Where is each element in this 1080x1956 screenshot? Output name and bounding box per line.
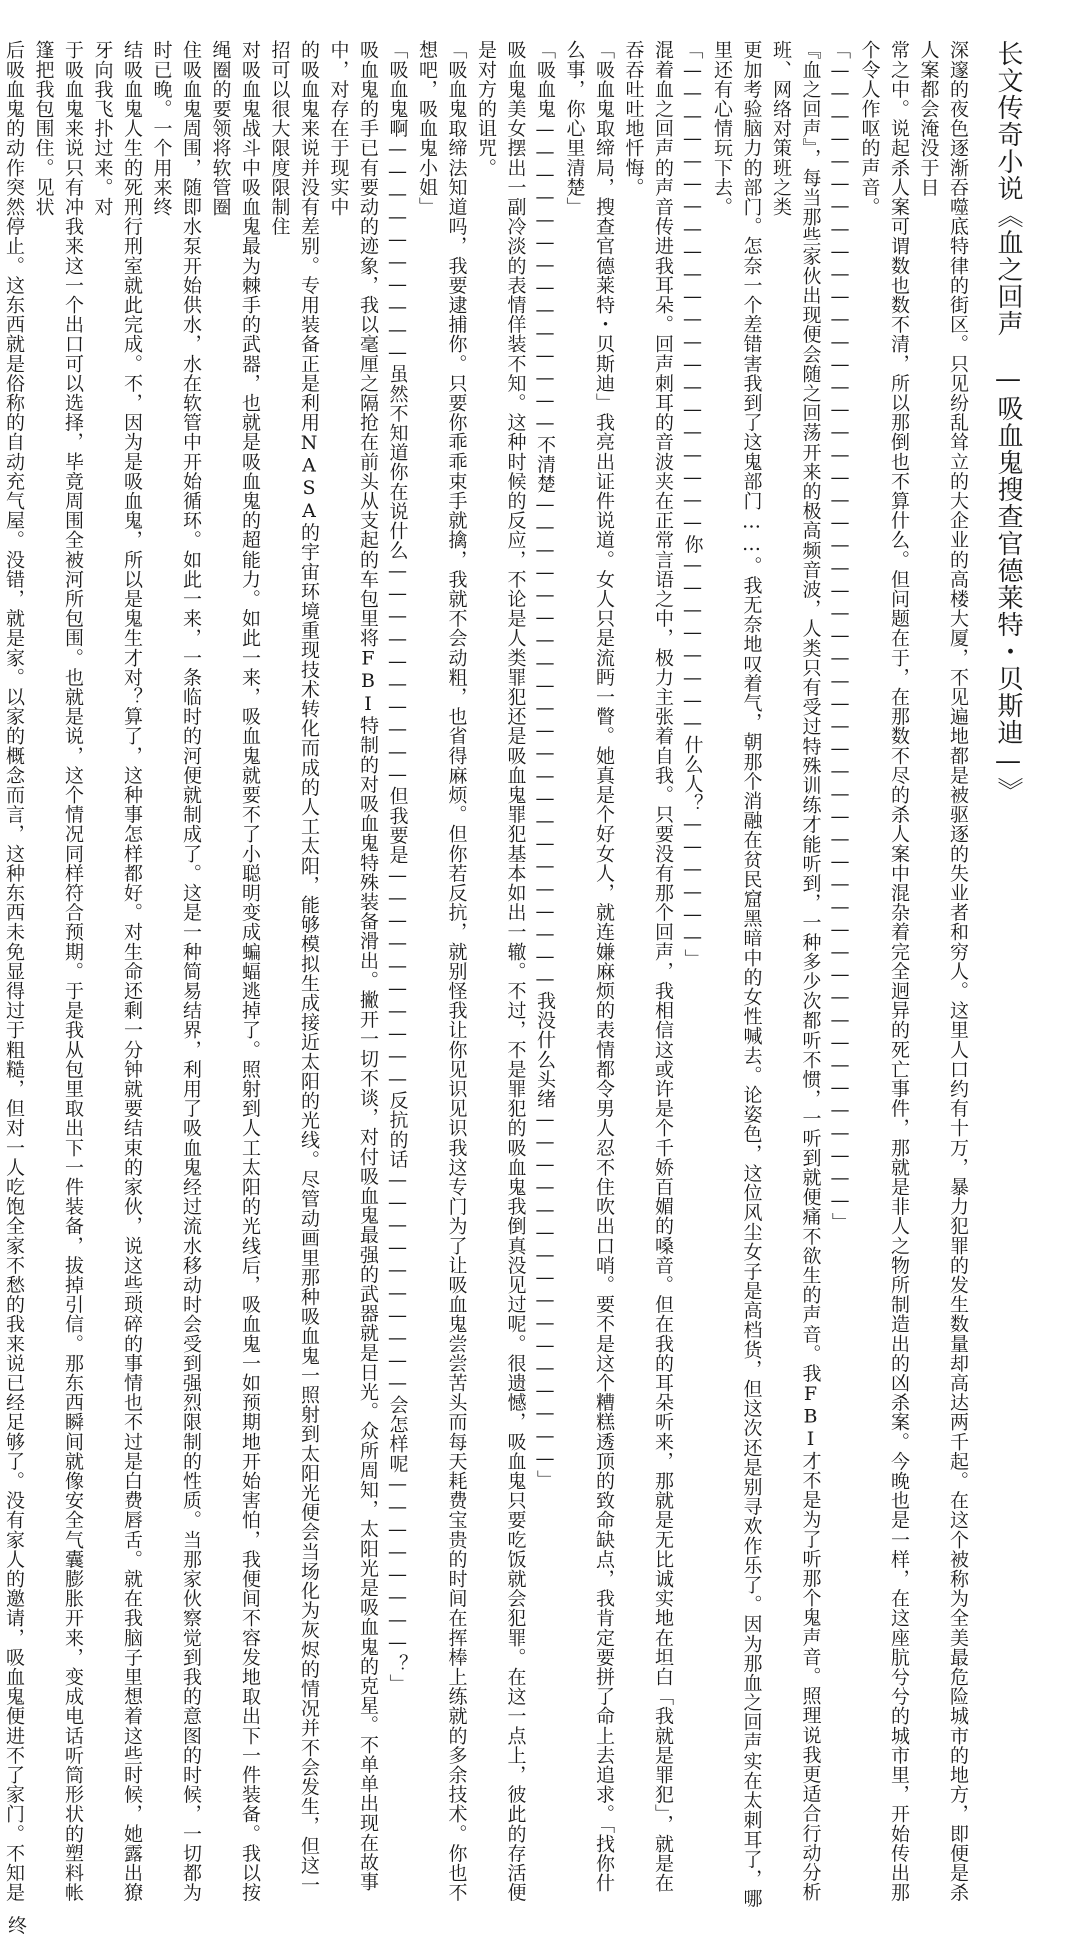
text-column: 的吸血鬼来说并没有差别。专用装备正是利用NASA的宇宙环境重现技术转化而成的人工太阳，能够模拟生成接近太阳的光线。尽管动画里那种吸血鬼一照射到太阳光便会当场化为灰烬的情况并不会发生，但这一招可以很大限度限制住	[268, 40, 320, 1895]
vertical-novel-page	[3, 40, 1030, 1910]
text-column: 深邃的夜色逐渐吞噬底特律的街区。只见纷乱耸立的大企业的高楼大厦，不见遍地都是被驱逐的失业者和穷人。这里人口约有十万，暴力犯罪的发生数量却高达两千起。在这个被称为全美最危险城市的地方，即便是杀人案都会淹没于日	[917, 40, 969, 1902]
text-column: 于吸血鬼来说只有冲我来这一个出口可以选择，毕竟周围全被河所包围。也就是说，这个情况同样符合预期。于是我从包里取出下一件装备，拔掉引信。那东西瞬间就像安全气囊膨胀开来，变成电话听筒形状的塑料帐篷把我包围住。见状	[32, 40, 84, 1902]
text-column: 「———————————————————————————————————————————————————」	[829, 40, 851, 1232]
text-column: 「吸血鬼取缔法知道吗，我要逮捕你。只要你乖乖束手就擒，我就不会动粗，也省得麻烦。但你若反抗，就别怪我让你见识见识我这专门为了让吸血鬼尝尝苦头而每天耗费宝贵的时间在挥棒上练就的多余技术。你也不想吧，吸血鬼小姐」	[416, 40, 468, 1902]
text-column: 『血之回声』，每当那些家伙出现便会随之回荡开来的极高频音波，人类只有受过特殊训练才能听到，一种多少次都听不惯，一听到就便痛不欲生的声音。我FBI才不是为了听那个鬼声音。照理说我更适合行动分析班、网络对策班之类	[770, 40, 822, 1902]
novel-title: 长文传奇小说《血之回声 —吸血鬼搜查官德莱特・贝斯迪—》	[993, 40, 1023, 804]
text-column: 「吸血鬼取缔局，搜查官德莱特・贝斯迪」我亮出证件说道。女人只是流眄一瞥。她真是个好女人，就连嫌麻烦的表情都令男人忍不住吹出口哨。要不是这个糟糕透顶的致命缺点，我肯定要拼了命上去追求。「找你什么事，你心里清楚」	[563, 40, 615, 1893]
text-column: 「吸血鬼——————————————不清楚——————————————————————我没什么头绪————————————————」	[534, 40, 556, 1490]
text-column: 结吸血鬼人生的死刑行刑室就此完成。不，因为是吸血鬼，所以是鬼生才对？算了，这种事怎样都好。对生命还剩一分钟就要结束的家伙，说这些琐碎的事情也不过是白费唇舌。就在我脑子里想着这些时候，她露出獠牙向我飞扑过来。对	[91, 40, 143, 1902]
text-column: 住吸血鬼周围，随即水泵开始供水，水在软管中开始循环。如此一来，一条临时的河便就制成了。这是一种简易结界，利用了吸血鬼经过流水移动时会受到强烈限制的性质。当那家伙察觉到我的意图的时候，一切都为时已晚。一个用来终	[150, 40, 202, 1902]
text-column: 后吸血鬼的动作突然停止。这东西就是俗称的自动充气屋。没错，就是家。以家的概念而言，这种东西未免显得过于粗糙，但对一人吃饱全家不愁的我来说已经足够了。没有家人的邀请，吸血鬼便进不了家门。不知是	[3, 40, 25, 1902]
text-column: 常之中。说起杀人案可谓数也数不清，所以那倒也不算什么。但问题在于，在那数不尽的杀人案中混杂着完全迥异的死亡事件，那就是非人之物所制造出的凶杀案。今晚也是一样，在这座肮兮兮的城市里，开始传出那个令人作呕的声音。	[858, 40, 910, 1902]
text-column: 混着血之回声的声音传进我耳朵。回声刺耳的音波夹在正常言语之中，极力主张着自我。只要没有那个回声，我相信这或许是个千娇百媚的嗓音。但在我的耳朵听来，那就是无比诚实地在坦白「我就是罪犯」，就是在吞吞吐吐地忏悔。	[622, 40, 674, 1893]
text-column: 吸血鬼美女摆出一副冷淡的表情佯装不知。这种时候的反应，不论是人类罪犯还是吸血鬼罪犯基本如出一辙。不过，不是罪犯的吸血鬼我倒真没见过呢。很遗憾，吸血鬼只要吃饭就会犯罪。在这一点上，彼此的存活便是对方的诅咒。	[475, 40, 527, 1902]
text-column: 对吸血鬼战斗中吸血鬼最为棘手的武器，也就是吸血鬼的超能力。如此一来，吸血鬼就要不了小聪明变成蝙蝠逃掉了。照射到人工太阳的光线后，吸血鬼一如预期地开始害怕，我便间不容发地取出下一件装备。我以按绳圈的要领将软管圈	[209, 40, 261, 1902]
end-mark: 终	[8, 1915, 28, 1937]
text-column: 「—————————————————————你————————什么人？——————」	[681, 40, 704, 969]
novel-body	[0, 40, 972, 1910]
text-column: 更加考验脑力的部门。怎奈一个差错害我到了这鬼部门……。我无奈地叹着气，朝那个消融在贫民窟黑暗中的女性喊去。论姿色，这位风尘女子是高档货，但这次还是别寻欢作乐了。因为那血之回声实在太刺耳了，哪里还有心情玩下去。	[711, 40, 763, 1908]
text-column: 「吸血鬼啊——————————虽然不知道你在说什么——————————但我要是——————————反抗的话——————————会怎样呢————————？」	[386, 40, 409, 1694]
text-column: 吸血鬼的手已有要动的迹象，我以毫厘之隔抢在前头从支起的车包里将FBI特制的对吸血鬼特殊装备滑出。撇开一切不谈，对付吸血鬼最强的武器就是日光。众所周知，太阳光是吸血鬼的克星。不单单出现在故事中，对存在于现实中	[327, 40, 379, 1892]
